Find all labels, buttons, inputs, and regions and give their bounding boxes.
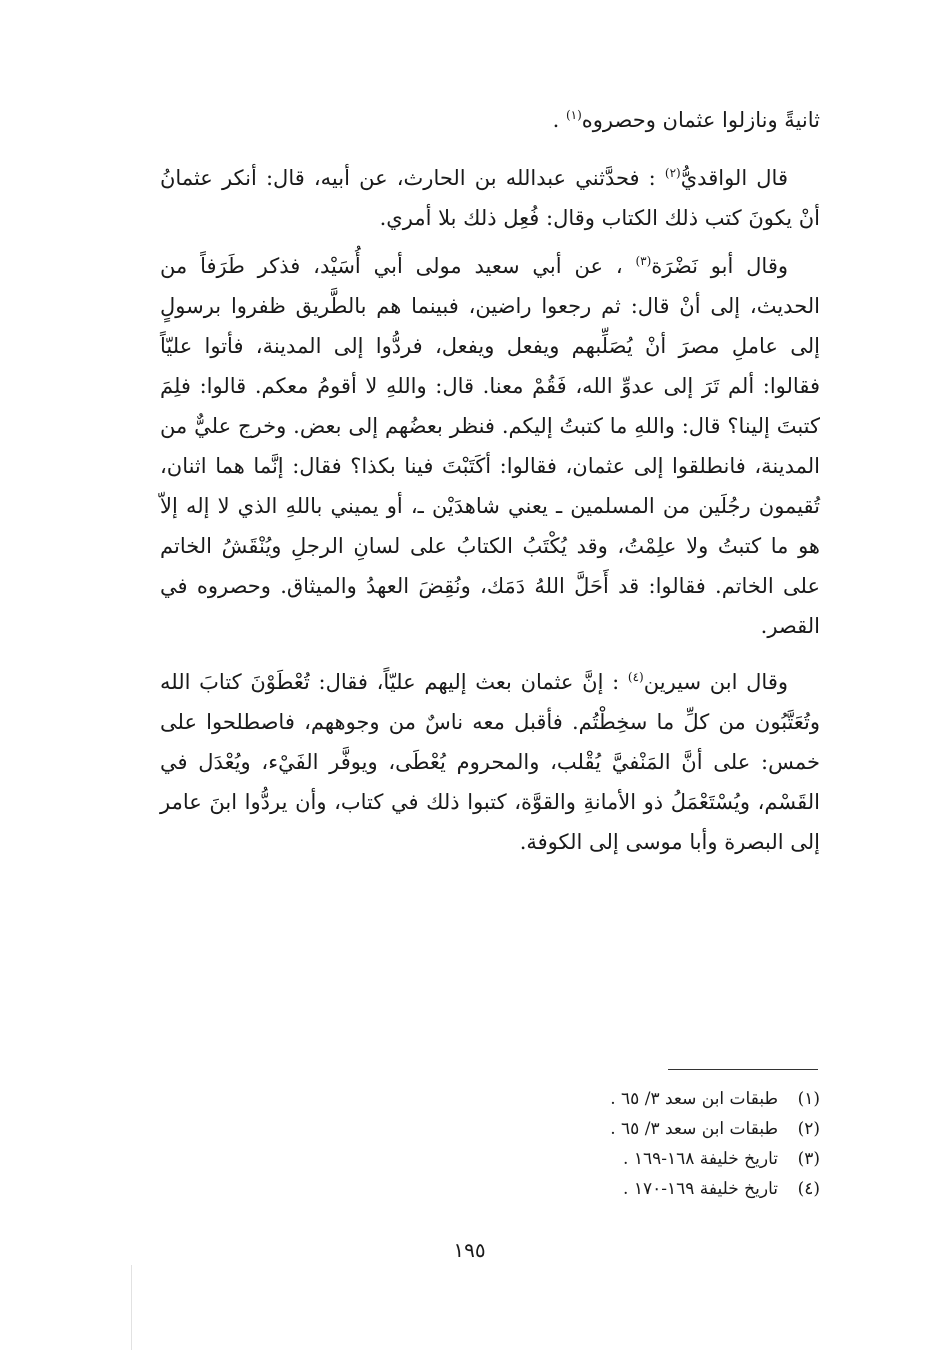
scan-edge-line xyxy=(131,1265,132,1350)
paragraph-abu-nadra-lead: وقال أبو نَضْرَة xyxy=(651,254,789,278)
footnote-text: طبقات ابن سعد ٣/ ٦٥ . xyxy=(610,1089,778,1109)
footnote-item xyxy=(460,1144,820,1174)
intro-end: . xyxy=(552,108,566,132)
footnote-ref-2: (٢) xyxy=(664,166,681,180)
paragraph-abu-nadra-body: ، عن أبي سعيد مولى أبي أُسَيْد، فذكر طَرَفاً من الحديث، إلى أنْ قال: ثم رجعوا راضين، فبينما هم بالطَّريق ظفروا برسولٍ إلى عاملِ مصرَ أنْ يُصَلِّبهم ويفعل ويفعل، فردُّوا إلى المدينة، فأتوا عليّاً فقالوا: ألم تَرَ إلى عدوِّ الله، فَقُمْ معنا. قال: واللهِ لا أقومُ معكم. قالوا: فلِمَ كتبتَ إلينا؟ قال: واللهِ ما كتبتُ إليكم. فنظر بعضُهم إلى بعض. وخرج عليٌّ من المدينة، فانطلقوا إلى عثمان، فقالوا: أكَتَبْتَ فينا بكذا؟ فقال: إنَّما هما اثنان، تُقيمون رجُلَين من المسلمين ـ يعني شاهدَيْن ـ، أو يميني باللهِ الذي لا إله إلاّ هو ما كتبتُ ولا علِمْتُ، وقد يُكْتَبُ الكتابُ على لسانِ الرجلِ ويُنْقَشُ الخاتم على الخاتم. فقالوا: قد أَحَلَّ اللهُ دَمَك، ونُقِضَ العهدُ والميثاق. وحصروه في القصر. xyxy=(160,254,820,638)
footnote-divider xyxy=(668,1069,818,1070)
paragraph-waqidi-lead: قال الواقديُّ xyxy=(680,166,788,190)
paragraph-abu-nadra xyxy=(160,246,820,646)
intro-line xyxy=(160,100,820,140)
paragraph-ibn-sirin-lead: وقال ابن سيرين xyxy=(643,670,789,694)
footnote-item xyxy=(460,1114,820,1144)
intro-text: ثانيةً ونازلوا عثمان وحصروه xyxy=(581,108,820,132)
paragraph-waqidi xyxy=(160,158,820,238)
footnote-ref-1: (١) xyxy=(565,108,582,122)
paragraph-ibn-sirin xyxy=(160,662,820,862)
footnote-ref-4: (٤) xyxy=(627,670,644,684)
paragraph-ibn-sirin-body: : إنَّ عثمان بعث إليهم عليّاً، فقال: تُعْطَوْنَ كتابَ الله وتُعَتَّبُون من كلِّ ما سخِطْتُم. فأقبل معه ناسٌ من وجوههم، فاصطلحوا على خمس: على أنَّ المَنْفيَّ يُقْلب، والمحروم يُعْطَى، ويوفَّر الفَيْء، ويُعْدَل في القَسْم، ويُسْتَعْمَلُ ذو الأمانةِ والقوَّة، كتبوا ذلك في كتاب، وأن يردُّوا ابنَ عامر إلى البصرة وأبا موسى إلى الكوفة. xyxy=(160,670,820,854)
footnote-item xyxy=(460,1084,820,1114)
footnote-item xyxy=(460,1174,820,1204)
footnote-number: (٤) xyxy=(797,1179,820,1199)
footnote-number: (١) xyxy=(797,1089,820,1109)
footnote-text: تاريخ خليفة ١٦٩-١٧٠ . xyxy=(623,1179,778,1199)
main-text xyxy=(160,100,820,862)
footnote-text: طبقات ابن سعد ٣/ ٦٥ . xyxy=(610,1119,778,1139)
footnote-ref-3: (٣) xyxy=(635,254,652,268)
footnote-number: (٢) xyxy=(797,1119,820,1139)
paragraph-waqidi-body: : فحدَّثني عبدالله بن الحارث، عن أبيه، قال: أنكر عثمانُ أنْ يكونَ كتب ذلك الكتاب وقال: فُعِل ذلك بلا أمري. xyxy=(160,166,820,230)
footnotes-list xyxy=(460,1084,820,1204)
footnote-text: تاريخ خليفة ١٦٨-١٦٩ . xyxy=(623,1149,778,1169)
footnote-number: (٣) xyxy=(797,1149,820,1169)
page-number: ١٩٥ xyxy=(453,1238,486,1262)
